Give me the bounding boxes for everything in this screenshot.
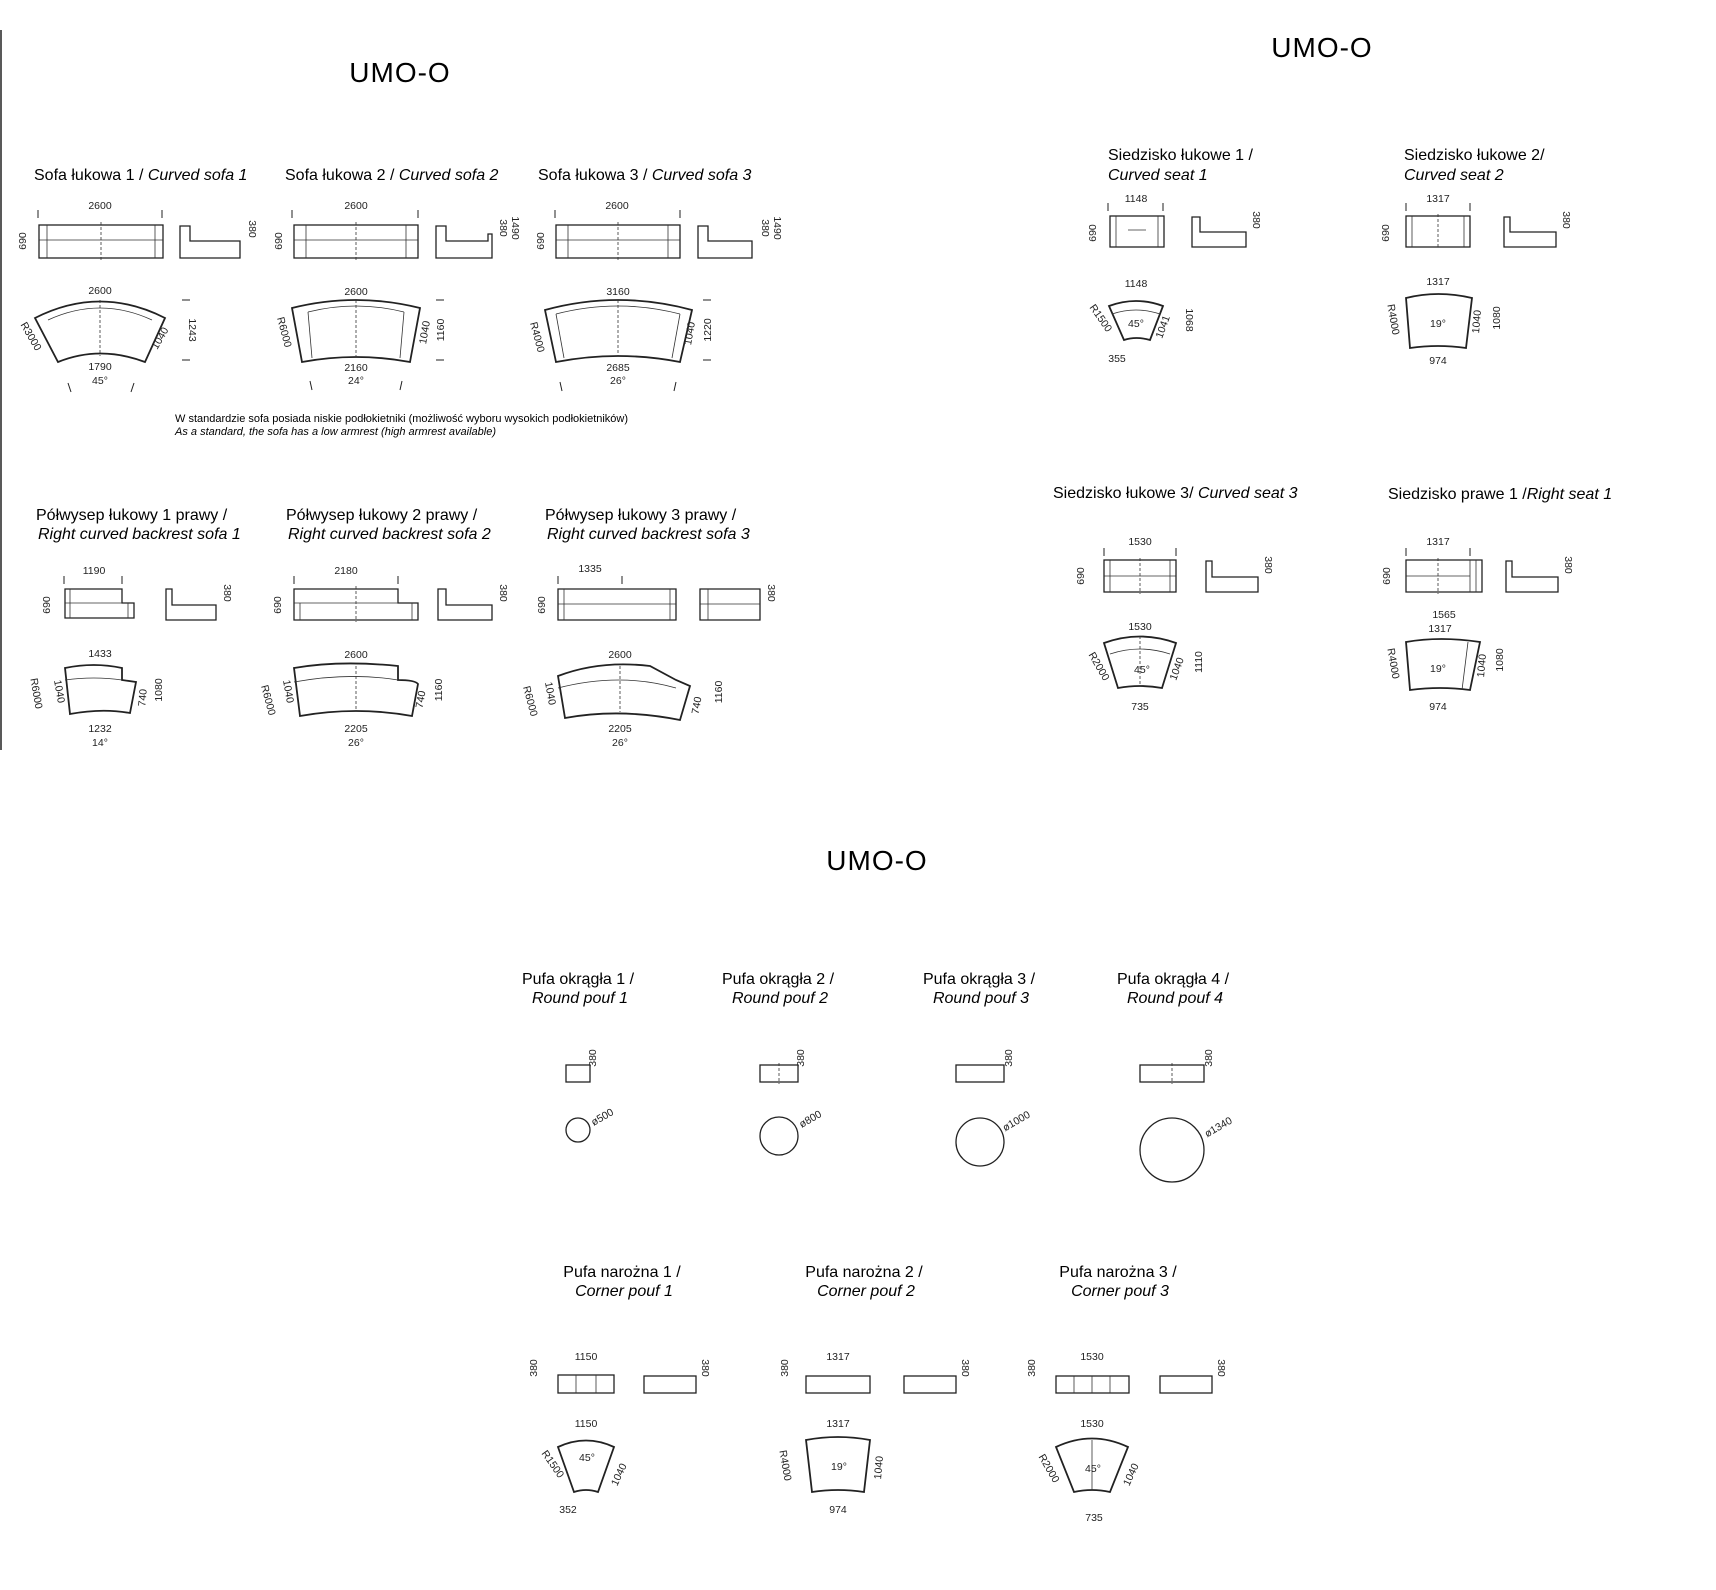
dim-side: 380 [221,584,233,602]
caption-en: Corner pouf 3 [1071,1283,1169,1300]
dim-height: 380 [1203,1049,1215,1067]
item-curved-sofa-3 [527,167,783,391]
dim-side: 380 [765,584,777,602]
plan-view [760,1117,798,1155]
dim-width: 1150 [574,1351,598,1363]
caption-en: Curved seat 2 [1404,167,1504,184]
dim-diameter: ø1000 [1000,1108,1033,1135]
dim-radius: R1500 [538,1448,567,1481]
dim-width: 1317 [1426,536,1450,548]
svg-text:Siedzisko prawe 1 /Right seat [1388,486,1612,503]
caption-en: Round pouf 4 [1126,990,1224,1007]
dim-angle: 24° [348,375,364,387]
dim-depth: 1041 [1153,313,1173,341]
dim-bottom: 974 [1429,701,1447,713]
dim-depth-back: 1040 [542,680,558,707]
dim-top: 1317 [1428,623,1452,635]
dim-height: 690 [536,596,548,614]
dim-bottom: 1790 [88,361,112,373]
dim-height: 690 [1381,567,1393,585]
side-view [1160,1376,1212,1393]
svg-text:Sofa łukowa 2 / Curved sofa 2 [285,167,499,184]
dim-radius: R6000 [274,315,294,349]
dim-depth: 1040 [1120,1461,1142,1488]
dim-height: 690 [535,232,547,250]
caption-pl: Sofa łukowa 1 / [34,167,148,184]
dim-depth-total: 1080 [1491,306,1503,330]
svg-text:Siedzisko łukowe 3/ Curved sea [1053,485,1298,502]
item-right-curved-backrest-sofa-2 [258,507,509,749]
dim-depth-total: 1080 [1494,648,1506,672]
item-right-curved-backrest-sofa-1 [27,507,240,749]
dim-diameter: ø500 [589,1106,616,1129]
dim-depth: 740 [413,689,429,710]
dim-height: 380 [1026,1359,1038,1377]
caption-pl: Pufa okrągła 2 / [721,971,835,988]
dim-bottom: 2685 [606,362,630,374]
dim-top: 2600 [344,286,368,298]
dim-bottom: 2205 [608,723,632,735]
title-panel-2: UMO-O [1271,32,1373,63]
front-view [1110,216,1164,247]
dim-top: 1530 [1128,621,1152,633]
caption-en: Corner pouf 1 [575,1283,673,1300]
plan-view [545,300,692,362]
dim-depth: 740 [136,688,150,707]
dim-height: 380 [795,1049,807,1067]
dim-depth-total: 1080 [153,678,165,702]
dim-top-outer: 1565 [1432,609,1456,621]
caption-en: Right curved backrest sofa 2 [288,526,491,543]
dim-width: 2600 [88,200,112,212]
dim-angle: 45° [1134,664,1150,676]
caption-pl: Półwysep łukowy 1 prawy / [36,507,228,524]
dim-angle: 45° [92,375,108,387]
dim-side: 380 [497,584,509,602]
caption-pl: Pufa narożna 1 / [563,1264,681,1281]
dim-radius: R6000 [27,677,45,710]
caption-en: Round pouf 3 [932,990,1030,1007]
item-curved-sofa-1 [17,167,258,392]
side-view [700,589,760,620]
dim-bottom: 2205 [344,723,368,735]
dim-depth: 1040 [149,325,172,352]
svg-text:Sofa łukowa 1 / Curved sofa 1 [34,167,247,184]
dim-height: 690 [1087,224,1099,242]
dim-bottom: 355 [1108,353,1126,365]
dim-angle: 19° [1430,318,1446,330]
dim-side-low: 380 [497,219,509,237]
title-panel-3: UMO-O [826,845,928,876]
caption-pl: Siedzisko prawe 1 / [1388,486,1527,503]
plan-view [1140,1118,1204,1182]
dim-height: 690 [1075,567,1087,585]
side-view [438,589,492,620]
dim-angle: 45° [579,1452,595,1464]
dim-height: 380 [1003,1049,1015,1067]
dim-width: 1317 [1426,193,1450,205]
dim-depth: 740 [689,695,705,716]
caption-en: Round pouf 2 [731,990,829,1007]
caption-en: Curved seat 3 [1197,485,1298,502]
dim-radius: R6000 [520,684,540,718]
item-round-pouf-2 [722,971,835,1155]
dim-depth-back: 1040 [280,678,296,705]
dim-depth-back: 1040 [51,678,67,705]
dim-bottom: 974 [1429,355,1447,367]
caption-en: Right seat 1 [1526,486,1613,503]
dim-width: 2600 [605,200,629,212]
dim-side-high: 1490 [509,216,521,240]
side-view [436,226,492,258]
dim-bottom: 2160 [344,362,368,374]
item-curved-sofa-2 [273,167,521,390]
item-corner-pouf-3 [1026,1264,1227,1524]
dim-depth-total: 1160 [435,318,447,342]
dim-depth-total: 1110 [1193,651,1205,673]
caption-pl: Półwysep łukowy 2 prawy / [286,507,478,524]
dim-depth: 1040 [1470,309,1485,334]
title-panel-1: UMO-O [349,57,451,88]
caption-en: Curved sofa 3 [651,167,752,184]
side-view [644,1376,696,1393]
dim-top: 2600 [608,649,632,661]
dim-side: 380 [1562,556,1574,574]
svg-text:Sofa łukowa 3 / Curved sofa 3 [538,167,752,184]
dim-side: 380 [699,1359,711,1377]
caption-pl: Sofa łukowa 3 / [538,167,652,184]
item-corner-pouf-1 [528,1264,711,1516]
item-round-pouf-3 [923,971,1036,1166]
item-round-pouf-4 [1117,971,1235,1182]
dim-angle: 26° [348,737,364,749]
item-round-pouf-1 [522,971,635,1142]
dim-depth-total: 1243 [186,318,198,342]
dim-side: 380 [1215,1359,1227,1377]
item-right-curved-backrest-sofa-3 [520,507,777,749]
dim-depth-total: 1068 [1183,308,1195,332]
armrest-note-en: As a standard, the sofa has a low armrest (high armrest available) [175,426,496,438]
dim-angle: 26° [610,375,626,387]
dim-angle: 26° [612,737,628,749]
caption-pl: Pufa okrągła 3 / [922,971,1036,988]
front-view [558,589,676,620]
armrest-note-pl: W standardzie sofa posiada niskie podłokietniki (możliwość wyboru wysokich podłokietników) [175,413,629,425]
dim-width: 2600 [344,200,368,212]
dim-width: 1148 [1124,193,1148,205]
side-view [1506,561,1558,592]
dim-angle: 19° [1430,663,1446,675]
dim-side: 380 [246,220,258,238]
dim-height: 690 [272,596,284,614]
item-curved-seat-1 [1087,147,1262,365]
dim-top: 1530 [1080,1418,1104,1430]
side-view [698,226,752,258]
front-view [1056,1376,1129,1393]
dim-top: 1317 [1426,276,1450,288]
dim-depth: 1040 [1475,653,1490,678]
dim-width: 1530 [1080,1351,1104,1363]
dim-depth: 1040 [608,1461,630,1488]
dim-depth: 1040 [872,1455,887,1480]
caption-en: Right curved backrest sofa 3 [547,526,750,543]
dim-radius: R4000 [527,320,547,354]
dim-bottom: 1232 [88,723,112,735]
dim-depth-total: 1160 [433,678,445,702]
dim-side: 380 [959,1359,971,1377]
dim-depth-total: 1220 [702,318,714,342]
caption-pl: Sofa łukowa 2 / [285,167,399,184]
caption-pl: Siedzisko łukowe 3/ [1053,485,1198,502]
caption-pl: Pufa okrągła 4 / [1116,971,1230,988]
dim-top: 1317 [826,1418,850,1430]
dim-angle: 14° [92,737,108,749]
side-view [166,589,216,620]
dim-angle: 45° [1085,1463,1101,1475]
caption-en: Corner pouf 2 [817,1283,915,1300]
dim-bottom: 735 [1085,1512,1103,1524]
dim-width: 1190 [82,565,106,577]
side-view [1206,561,1258,592]
side-view [1504,217,1556,247]
caption-en: Right curved backrest sofa 1 [38,526,241,543]
dim-angle: 19° [831,1461,847,1473]
dim-height: 690 [1380,224,1392,242]
dim-radius: R6000 [258,683,278,717]
front-view [956,1065,1004,1082]
dim-radius: R2000 [1085,650,1112,683]
dim-top: 1150 [574,1418,598,1430]
item-curved-seat-3 [1053,485,1298,713]
dim-side: 380 [1560,211,1572,229]
dim-radius: R2000 [1035,1452,1062,1485]
dim-depth: 1040 [417,319,433,346]
dim-top: 2600 [344,649,368,661]
dim-width: 2180 [334,565,358,577]
dim-width: 1530 [1128,536,1152,548]
dim-side: 380 [1262,556,1274,574]
dim-depth: 1040 [682,320,698,347]
dim-top: 1433 [88,648,112,660]
dim-side-low: 380 [759,219,771,237]
caption-pl: Pufa narożna 3 / [1059,1264,1177,1281]
front-view [806,1376,870,1393]
front-view [65,589,134,618]
plan-view [558,1441,614,1493]
caption-en: Curved sofa 2 [398,167,499,184]
dim-depth-total: 1160 [713,680,725,704]
dim-height: 380 [528,1359,540,1377]
dim-radius: R4000 [776,1449,794,1482]
dim-height: 380 [779,1359,791,1377]
caption-pl: Pufa narożna 2 / [805,1264,923,1281]
dim-top: 3160 [606,286,630,298]
front-view [558,1375,614,1393]
dim-depth: 1040 [1167,655,1187,683]
caption-en: Curved seat 1 [1108,167,1208,184]
plan-view [558,664,690,720]
dim-radius: R3000 [17,320,44,353]
dim-width: 1335 [578,563,602,575]
caption-pl: Siedzisko łukowe 1 / [1108,147,1253,164]
plan-view [956,1118,1004,1166]
dim-height: 690 [41,596,53,614]
item-right-seat-1 [1381,486,1612,713]
plan-view [65,665,136,714]
dim-side: 380 [1250,211,1262,229]
dim-top: 2600 [88,285,112,297]
caption-pl: Półwysep łukowy 3 prawy / [545,507,737,524]
item-corner-pouf-2 [776,1264,971,1516]
dim-side-high: 1490 [771,216,783,240]
dim-diameter: ø1340 [1202,1114,1235,1141]
dim-width: 1317 [826,1351,850,1363]
dim-bottom: 352 [559,1504,577,1516]
caption-pl: Siedzisko łukowe 2/ [1404,147,1545,164]
side-view [1192,217,1246,247]
item-curved-seat-2 [1380,147,1572,367]
side-view [904,1376,956,1393]
dim-top: 1148 [1124,278,1148,290]
plan-view [566,1118,590,1142]
side-view [180,226,240,258]
caption-pl: Pufa okrągła 1 / [521,971,635,988]
caption-en: Round pouf 1 [531,990,629,1007]
dim-height: 690 [17,232,29,250]
dim-height: 690 [273,232,285,250]
dim-radius: R1500 [1086,302,1115,335]
dim-diameter: ø800 [797,1108,824,1131]
dim-radius: R4000 [1384,303,1402,336]
dim-bottom: 735 [1131,701,1149,713]
dim-angle: 45° [1128,318,1144,330]
caption-en: Curved sofa 1 [147,167,248,184]
dim-radius: R4000 [1384,647,1402,680]
dim-height: 380 [587,1049,599,1067]
dim-bottom: 974 [829,1504,847,1516]
